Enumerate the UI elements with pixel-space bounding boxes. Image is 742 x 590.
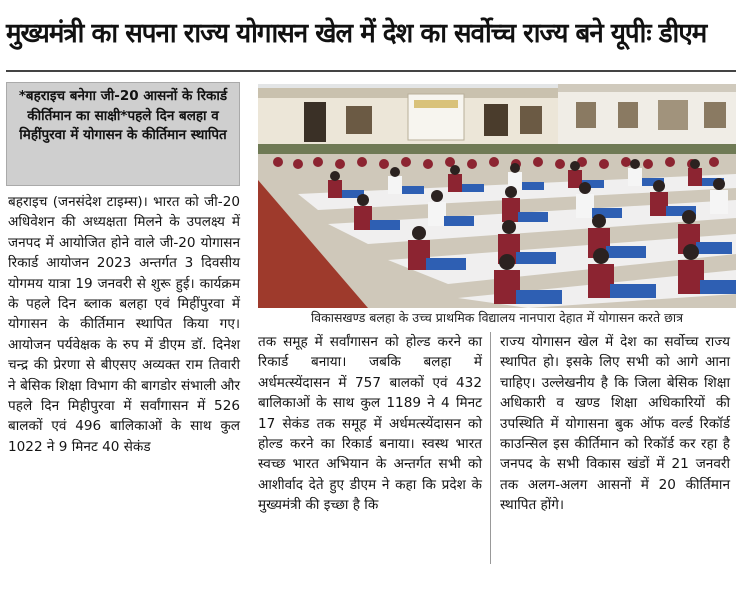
article-column-3: राज्य योगासन खेल में देश का सर्वोच्च राज्य स्थापित हो। इसके लिए सभी को आगे आना चाहिए। उल्लेखनीय है कि जिला बेसिक शिक्षा अधिकारी व खण्ड शिक्षा अधिकारियों की उपस्थिति में योगासना बुक ऑफ वर्ल्ड रिकॉर्ड काउन्सिल इस कीर्तिमान को रिकॉर्ड कर रहा है जनपद के सभी विकास खंडों में 21 जनवरी तक अलग-अलग आसनों में 20 कीर्तिमान स्थापित होंगे।	[500, 334, 730, 514]
yoga-students-photo	[258, 84, 736, 308]
article-column-1: बहराइच (जनसंदेश टाइम्स)। भारत को जी-20 अधिवेशन की अध्यक्षता मिलने के उपलक्ष्य में जनपद में आयोजित होने वाले जी-20 योगासन रिकार्ड आयोजन 2023 अन्तर्गत 3 दिवसीय योगमय यात्रा 19 जनवरी से शुरू हुई। कार्यक्रम के पहले दिन ब्लाक बलहा एवं मिहींपुरवा में योगासन के कीर्तिमान स्थापित किया गए। आयोजन पर्यवेक्षक के रुप में डीएम डॉ. दिनेश चन्द्र की प्रेरणा से बीएसए अव्यक्त राम तिवारी ने बेसिक शिक्षा विभाग की बागडोर संभाली और पहले दिन मिहीपुरवा में सर्वांगासन में 526 बालकों एवं 496 बालिकाओं के साथ कुल 1022 ने 9 मिनट 40 सेकंड	[8, 194, 240, 455]
summary-text: *बहराइच बनेगा जी-20 आसनों के रिकार्ड कीर्तिमान का साक्षी*पहले दिन बलहा व मिहींपुरवा में योगासन के कीर्तिमान स्थापित	[18, 88, 228, 143]
photo-caption: विकासखण्ड बलहा के उच्च प्राथमिक विद्यालय नानपारा देहात में योगासन करते छात्र	[310, 310, 684, 325]
headline-rule	[6, 70, 736, 72]
summary-box	[6, 82, 240, 186]
column-divider	[490, 332, 491, 564]
news-photo	[258, 84, 736, 308]
article-column-2: तक समूह में सर्वांगासन को होल्ड करने का रिकार्ड बनाया। जबकि बलहा में अर्धमत्स्येंदासन में 757 बालकों एवं 432 बालिकाओं के साथ कुल 1189 ने 4 मिनट 17 सेकंड तक समूह में अर्धमत्स्येंदासन को होल्ड करने का रिकार्ड बनाया। स्वस्थ भारत स्वच्छ भारत अभियान के अन्तर्गत सभी को आशीर्वाद देते हुए डीएम ने कहा कि प्रदेश के मुख्यमंत्री की इच्छा है कि	[258, 334, 482, 514]
headline: मुख्यमंत्री का सपना राज्य योगासन खेल में देश का सर्वोच्च राज्य बने यूपीः डीएम	[6, 18, 707, 49]
